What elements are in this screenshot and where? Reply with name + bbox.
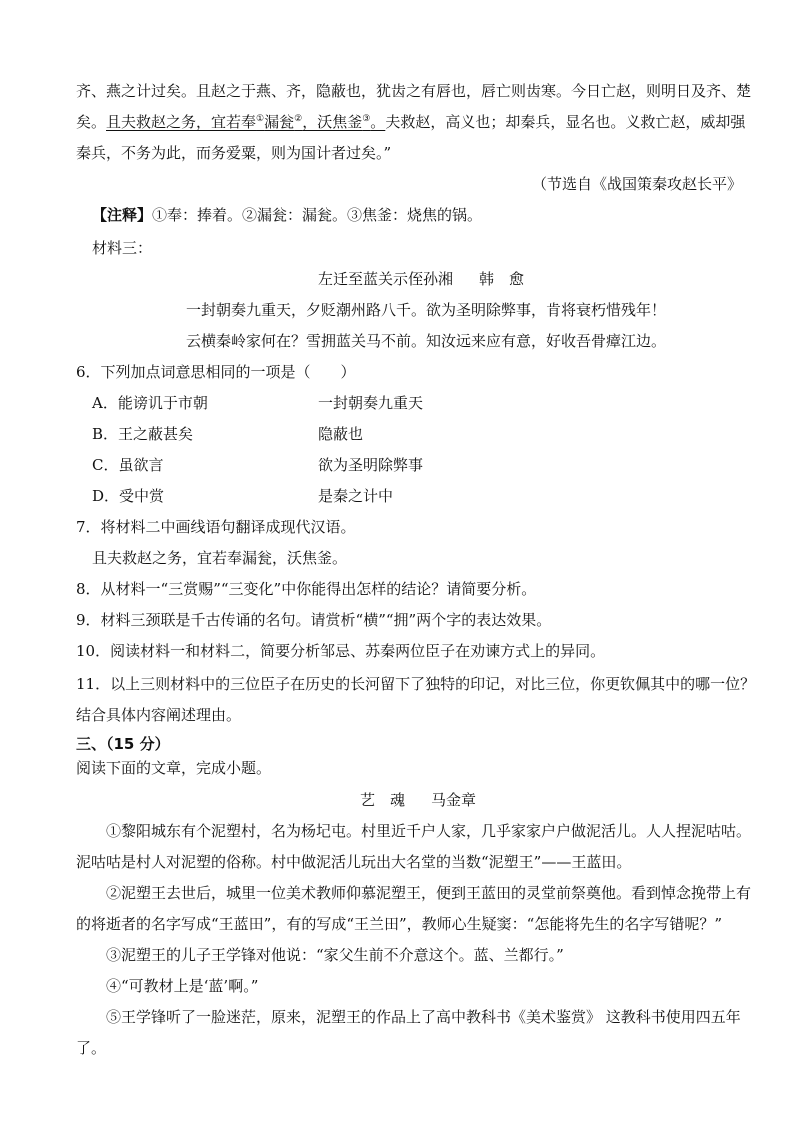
option-a-left: A．能谤讥于市朝 bbox=[92, 394, 208, 412]
paragraph-2-line2: 的将逝者的名字写成“王蓝田”，有的写成“王兰田”，教师心生疑窦：“怎能将先生的名字写错呢？” bbox=[76, 915, 723, 933]
poem-author: 韩 愈 bbox=[479, 270, 525, 288]
notes bbox=[92, 205, 760, 225]
article-title: 艺 魂 bbox=[360, 791, 406, 809]
poem-line-2: 云横秦岭家何在？雪拥蓝关马不前。知汝远来应有意，好收吾骨瘴江边。 bbox=[186, 332, 667, 350]
paragraph-5-line2: 了。 bbox=[76, 1039, 107, 1057]
question-7: 7．将材料二中画线语句翻译成现代汉语。 bbox=[76, 518, 356, 536]
paragraph-1-line2: 泥咕咕是村人对泥塑的俗称。村中做泥活儿玩出大名堂的当数“泥塑王”——王蓝田。 bbox=[76, 853, 632, 871]
underlined-sentence bbox=[106, 113, 385, 131]
article-heading bbox=[360, 790, 476, 810]
poem-heading bbox=[318, 269, 524, 289]
option-b-left: B．王之蔽甚矣 bbox=[92, 425, 194, 443]
underlined-part-3: ，沃焦釜 bbox=[302, 113, 363, 131]
paragraph-4: ④“可教材上是‘蓝’啊。” bbox=[106, 977, 259, 995]
material2-line3: 秦兵，不务为此，而务爱粟，则为国计者过矣。” bbox=[76, 144, 392, 162]
poem-title: 左迁至蓝关示侄孙湘 bbox=[318, 270, 454, 288]
material2-line2-start: 矣。 bbox=[76, 113, 107, 131]
article-author: 马金章 bbox=[431, 791, 477, 809]
material3-label: 材料三： bbox=[92, 239, 153, 257]
section-3-heading: 三、（15 分） bbox=[76, 735, 170, 753]
notes-label: 【注释】 bbox=[92, 206, 153, 224]
paragraph-2-line1: ②泥塑王去世后，城里一位美术教师仰慕泥塑王，便到王蓝田的灵堂前祭奠他。看到悼念挽带上有 bbox=[106, 884, 752, 902]
option-c-left: C．虽欲言 bbox=[92, 456, 164, 474]
question-7-sentence: 且夫救赵之务，宜若奉漏瓮，沃焦釜。 bbox=[92, 549, 348, 567]
paragraph-5-line1: ⑤王学锋听了一脸迷茫，原来，泥塑王的作品上了高中教科书《美术鉴赏》 这教科书使用四五年 bbox=[106, 1008, 741, 1026]
material2-line2-end: 夫救赵，高义也；却秦兵，显名也。义救亡赵，威却强 bbox=[385, 113, 746, 131]
option-d-left: D．受中赏 bbox=[92, 487, 165, 505]
note-marker-2: ② bbox=[294, 114, 303, 124]
question-9: 9．材料三颈联是千古传诵的名句。请赏析“横”“拥”两个字的表达效果。 bbox=[76, 611, 552, 629]
paragraph-3: ③泥塑王的儿子王学锋对他说：“家父生前不介意这个。蓝、兰都行。” bbox=[106, 946, 564, 964]
question-8: 8．从材料一“三赏赐”“三变化”中你能得出怎样的结论？请简要分析。 bbox=[76, 580, 537, 598]
question-6: 6．下列加点词意思相同的一项是（ ） bbox=[76, 363, 356, 381]
question-11-line1: 11．以上三则材料中的三位臣子在历史的长河留下了独特的印记，对比三位，你更钦佩其中的哪一位？ bbox=[76, 675, 756, 693]
option-b-right: 隐蔽也 bbox=[318, 425, 364, 443]
material2-line2 bbox=[76, 112, 744, 132]
note-marker-3: ③ bbox=[362, 114, 371, 124]
question-11-line2: 结合具体内容阐述理由。 bbox=[76, 706, 242, 724]
question-10: 10．阅读材料一和材料二，简要分析邹忌、苏秦两位臣子在劝谏方式上的异同。 bbox=[76, 642, 606, 660]
section-3-instruction: 阅读下面的文章，完成小题。 bbox=[76, 759, 272, 777]
underlined-part-4: 。 bbox=[370, 113, 386, 131]
underlined-part-1: 且夫救赵之务，宜若奉 bbox=[106, 113, 257, 131]
poem-line-1: 一封朝奏九重天，夕贬潮州路八千。欲为圣明除弊事，肯将衰朽惜残年！ bbox=[186, 301, 667, 319]
option-d-right: 是秦之计中 bbox=[318, 487, 394, 505]
notes-text: ①奉：捧着。②漏瓮：漏瓮。③焦釜：烧焦的锅。 bbox=[152, 206, 483, 224]
underlined-part-2: 漏瓮 bbox=[264, 113, 295, 131]
option-c-right: 欲为圣明除弊事 bbox=[318, 456, 424, 474]
paragraph-1-line1: ①黎阳城东有个泥塑村，名为杨圮屯。村里近千户人家，几乎家家户户做泥活儿。人人捏泥咕咕。 bbox=[106, 822, 752, 840]
material2-source: （节选自《战国策秦攻赵长平》 bbox=[531, 175, 742, 193]
material2-line1: 齐、燕之计过矣。且赵之于燕、齐，隐蔽也，犹齿之有唇也，唇亡则齿寒。今日亡赵，则明日及齐、楚 bbox=[76, 82, 752, 100]
note-marker-1: ① bbox=[256, 114, 265, 124]
option-a-right: 一封朝奏九重天 bbox=[318, 394, 424, 412]
